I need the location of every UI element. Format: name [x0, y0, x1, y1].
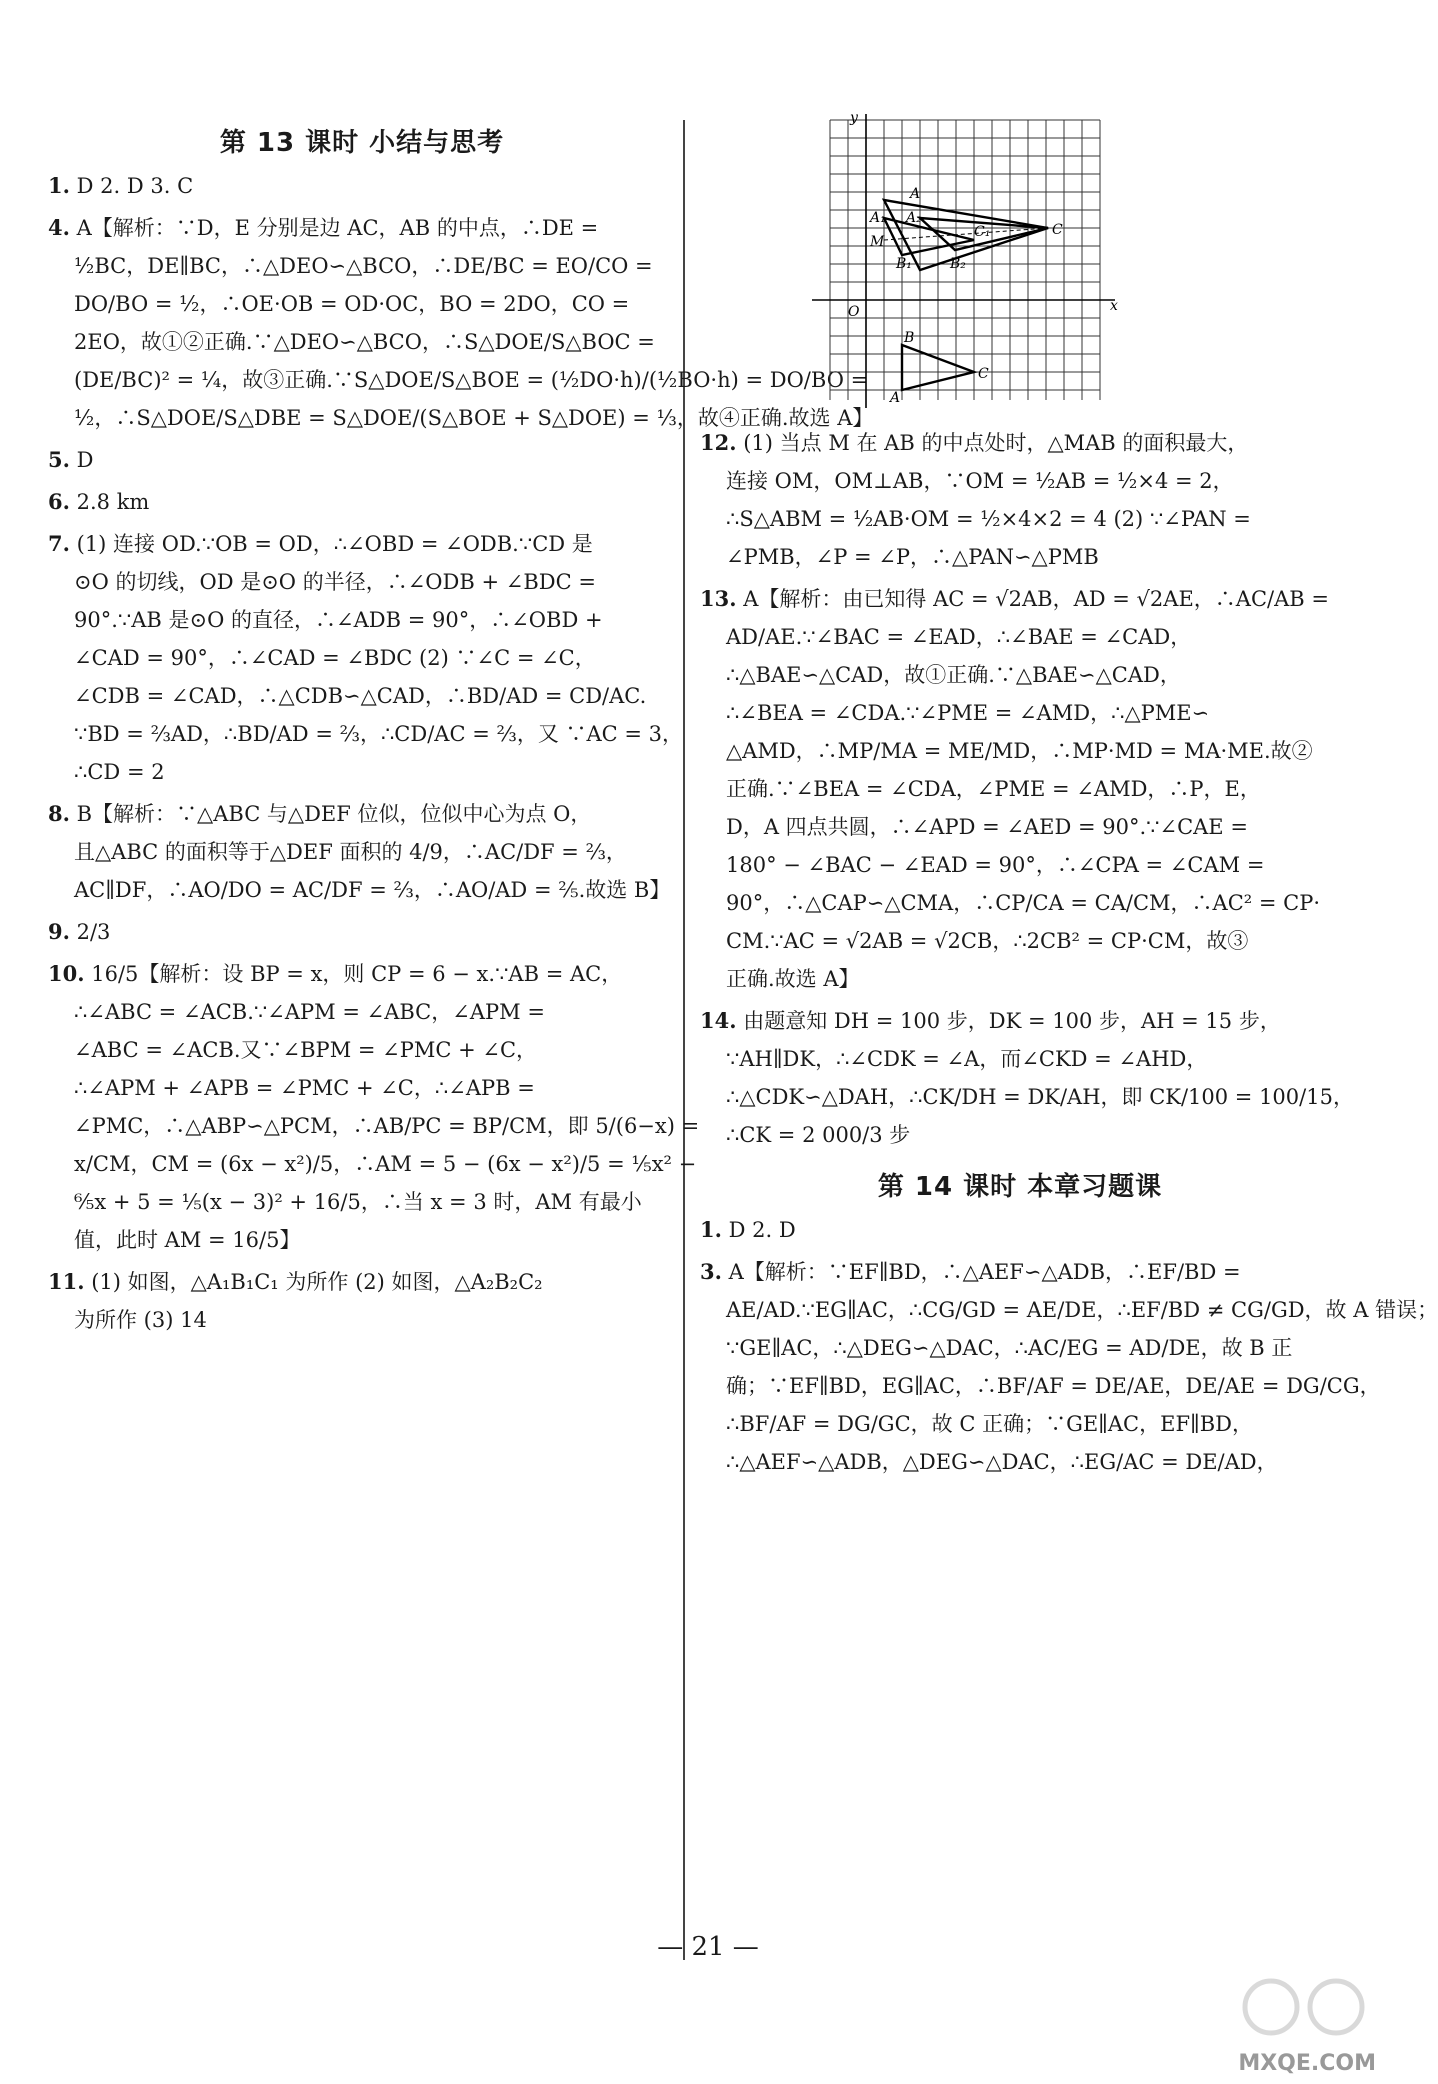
answer-text: D — [76, 448, 94, 472]
answer-line — [48, 1301, 676, 1339]
answer-line — [700, 808, 1340, 846]
answer-line — [48, 753, 676, 791]
answer-text: 正确.∵∠BEA = ∠CDA，∠PME = ∠AMD，∴P，E， — [726, 777, 1261, 801]
grid-svg — [810, 110, 1130, 410]
answer-text: ∴BF/AF = DG/GC，故 C 正确；∵GE∥AC，EF∥BD， — [726, 1412, 1253, 1436]
answer-item — [48, 209, 874, 437]
answer-line — [700, 656, 1340, 694]
answer-line — [700, 1253, 1340, 1291]
answer-line — [48, 323, 676, 361]
answer-number: 14. — [700, 1008, 737, 1033]
answer-line — [48, 167, 676, 205]
answer-text: ½BC，DE∥BC，∴△DEO∽△BCO，∴DE/BC = EO/CO = — [74, 254, 653, 278]
answer-item — [48, 1263, 676, 1339]
answer-text: AE/AD.∵EG∥AC，∴CG/GD = AE/DE，∴EF/BD ≠ CG/GD，故 A 错误； — [726, 1298, 1438, 1322]
right-answer-list-2 — [700, 1211, 1438, 1481]
answer-line — [48, 441, 676, 479]
answer-number: 4. — [48, 215, 70, 240]
right-column — [700, 110, 1438, 1485]
watermark-logo-icon — [1236, 1962, 1376, 2062]
answer-text: A【解析：由已知得 AC = √2AB，AD = √2AE，∴AC/AB = — [743, 587, 1329, 611]
answer-text: ∵GE∥AC，∴△DEG∽△DAC，∴AC/EG = AD/DE，故 B 正 — [726, 1336, 1293, 1360]
answer-line — [48, 1069, 676, 1107]
origin-label: O — [848, 304, 860, 320]
answer-line — [48, 1263, 676, 1301]
answer-text: AC∥DF，∴AO/DO = AC/DF = ⅔，∴AO/AD = ⅖.故选 B】 — [74, 878, 671, 902]
answer-text: (1) 当点 M 在 AB 的中点处时，△MAB 的面积最大， — [743, 431, 1249, 455]
answer-line — [700, 960, 1340, 998]
answer-item — [700, 1253, 1438, 1481]
answer-item — [48, 525, 684, 791]
answer-line — [48, 1031, 676, 1069]
answer-line — [700, 1002, 1340, 1040]
page-number: — 21 — — [657, 1932, 759, 1962]
answer-text: x/CM，CM = (6x − x²)/5，∴AM = 5 − (6x − x²)/5 = ⅕x² − — [74, 1152, 697, 1176]
answer-text: (1) 如图，△A₁B₁C₁ 为所作 (2) 如图，△A₂B₂C₂ — [91, 1270, 543, 1294]
answer-text: CM.∵AC = √2AB = √2CB，∴2CB² = CP·CM，故③ — [726, 929, 1249, 953]
answer-number: 11. — [48, 1269, 85, 1294]
answer-line — [48, 871, 676, 909]
answer-text: ½，∴S△DOE/S△DBE = S△DOE/(S△BOE + S△DOE) = ⅓，故④正确.故选 A】 — [74, 406, 874, 430]
answer-text: 2.8 km — [76, 490, 150, 514]
answer-line — [700, 694, 1340, 732]
answer-item — [48, 913, 676, 951]
lower-label-b: B — [904, 330, 915, 346]
point-label-m: M — [870, 234, 885, 250]
answer-line — [48, 247, 676, 285]
answer-line — [700, 922, 1340, 960]
answer-text: ∵AH∥DK，∴∠CDK = ∠A，而∠CKD = ∠AHD， — [726, 1047, 1208, 1071]
answer-text: ∠ABC = ∠ACB.又∵∠BPM = ∠PMC + ∠C， — [74, 1038, 538, 1062]
answer-text: A【解析：∵D，E 分别是边 AC，AB 的中点，∴DE = — [76, 216, 599, 240]
answer-line — [48, 993, 676, 1031]
answer-text: ∴∠APM + ∠APB = ∠PMC + ∠C，∴∠APB = — [74, 1076, 535, 1100]
answer-line — [48, 833, 676, 871]
point-label-c1: C₁ — [974, 224, 991, 240]
answer-text: 正确.故选 A】 — [726, 967, 860, 991]
answer-text: △AMD，∴MP/MA = ME/MD，∴MP·MD = MA·ME.故② — [726, 739, 1313, 763]
answer-text: 连接 OM，OM⊥AB，∵OM = ½AB = ½×4 = 2， — [726, 469, 1234, 493]
answer-line — [700, 1405, 1340, 1443]
answer-text: ∴CK = 2 000/3 步 — [726, 1123, 911, 1147]
answer-line — [48, 955, 676, 993]
answer-text: ∠PMC，∴△ABP∽△PCM，∴AB/PC = BP/CM，即 5/(6−x) = — [74, 1114, 700, 1138]
answer-text: ∴△AEF∽△ADB，△DEG∽△DAC，∴EG/AC = DE/AD， — [726, 1450, 1278, 1474]
section-heading-13: 第 13 课时 小结与思考 — [219, 128, 505, 158]
answer-line — [48, 399, 874, 437]
answer-text: (1) 连接 OD.∵OB = OD，∴∠OBD = ∠ODB.∵CD 是 — [76, 532, 593, 556]
answer-line — [48, 1183, 676, 1221]
answer-text: B【解析：∵△ABC 与△DEF 位似，位似中心为点 O， — [76, 802, 592, 826]
answer-text: ∠CDB = ∠CAD，∴△CDB∽△CAD，∴BD/AD = CD/AC. — [74, 684, 647, 708]
answer-text: 90°.∵AB 是⊙O 的直径，∴∠ADB = 90°，∴∠OBD + — [74, 608, 603, 632]
x-axis-label: x — [1110, 298, 1118, 314]
answer-item — [48, 483, 676, 521]
answer-text: ⊙O 的切线，OD 是⊙O 的半径，∴∠ODB + ∠BDC = — [74, 570, 596, 594]
answer-number: 13. — [700, 586, 737, 611]
answer-number: 1. — [700, 1217, 722, 1242]
answer-line — [48, 361, 869, 399]
answer-item — [700, 424, 1340, 576]
answer-text: 90°，∴△CAP∽△CMA，∴CP/CA = CA/CM，∴AC² = CP· — [726, 891, 1321, 915]
right-answer-list — [700, 424, 1354, 1154]
answer-line — [700, 1443, 1340, 1481]
answer-item — [700, 580, 1340, 998]
answer-item — [48, 795, 676, 909]
answer-number: 12. — [700, 430, 737, 455]
point-label-b2: B₂ — [950, 256, 966, 272]
answer-line — [48, 639, 676, 677]
answer-number: 7. — [48, 531, 70, 556]
answer-text: 2/3 — [76, 920, 111, 944]
answer-text: (DE/BC)² = ¼，故③正确.∵S△DOE/S△BOE = (½DO·h)/(½BO·h) = DO/BO = — [74, 368, 869, 392]
answer-line — [700, 1291, 1438, 1329]
answer-text: 确；∵EF∥BD，EG∥AC，∴BF/AF = DE/AE，DE/AE = DG/CG， — [726, 1374, 1381, 1398]
answer-line — [48, 677, 676, 715]
answer-text: 180° − ∠BAC − ∠EAD = 90°，∴∠CPA = ∠CAM = — [726, 853, 1265, 877]
answer-line — [700, 1329, 1340, 1367]
answer-line — [700, 1116, 1340, 1154]
answer-number: 3. — [700, 1259, 722, 1284]
answer-text: 值，此时 AM = 16/5】 — [74, 1228, 301, 1252]
answer-line — [48, 1145, 697, 1183]
answer-line — [48, 913, 676, 951]
answer-text: ∴CD = 2 — [74, 760, 165, 784]
answer-line — [48, 525, 676, 563]
answer-line — [700, 462, 1340, 500]
answer-line — [48, 795, 676, 833]
answer-text: ∵BD = ⅔AD，∴BD/AD = ⅔，∴CD/AC = ⅔，又 ∵AC = 3， — [74, 722, 684, 746]
answer-text: 为所作 (3) 14 — [74, 1308, 207, 1332]
answer-number: 10. — [48, 961, 85, 986]
answer-line — [48, 563, 676, 601]
answer-item — [700, 1211, 1340, 1249]
answer-text: ∴S△ABM = ½AB·OM = ½×4×2 = 4 (2) ∵∠PAN = — [726, 507, 1251, 531]
answer-text: D 2. D 3. C — [76, 174, 194, 198]
answer-line — [700, 500, 1340, 538]
answer-text: 16/5【解析：设 BP = x，则 CP = 6 − x.∵AB = AC， — [91, 962, 623, 986]
answer-line — [700, 1367, 1381, 1405]
answer-number: 5. — [48, 447, 70, 472]
answer-line — [700, 846, 1340, 884]
answer-line — [700, 732, 1340, 770]
answer-line — [48, 1107, 700, 1145]
answer-line — [700, 618, 1340, 656]
answer-number: 6. — [48, 489, 70, 514]
answer-item — [48, 167, 676, 205]
answer-line — [700, 1040, 1340, 1078]
answer-line — [700, 770, 1340, 808]
answer-text: ∠PMB，∠P = ∠P，∴△PAN∽△PMB — [726, 545, 1099, 569]
answer-text: AD/AE.∵∠BAC = ∠EAD，∴∠BAE = ∠CAD， — [726, 625, 1192, 649]
answer-line — [48, 601, 676, 639]
coordinate-grid-figure — [810, 110, 1340, 414]
answer-line — [700, 580, 1340, 618]
answer-line — [48, 209, 676, 247]
answer-line — [700, 1078, 1354, 1116]
y-axis-label: y — [850, 110, 858, 126]
answer-line — [48, 285, 676, 323]
point-label-c: C — [1052, 222, 1063, 238]
answer-line — [700, 424, 1340, 462]
answer-text: ∴∠BEA = ∠CDA.∵∠PME = ∠AMD，∴△PME∽ — [726, 701, 1210, 725]
answer-line — [700, 538, 1340, 576]
answer-text: ∴△BAE∽△CAD，故①正确.∵△BAE∽△CAD， — [726, 663, 1181, 687]
point-label-a1: A₁ — [870, 210, 886, 226]
answer-text: 2EO，故①②正确.∵△DEO∽△BCO，∴S△DOE/S△BOC = — [74, 330, 655, 354]
answer-text: ∴∠ABC = ∠ACB.∵∠APM = ∠ABC，∠APM = — [74, 1000, 545, 1024]
answer-item — [48, 441, 676, 479]
answer-item — [48, 955, 700, 1259]
answer-number: 8. — [48, 801, 70, 826]
watermark-text: MXQE.COM — [1238, 2051, 1376, 2076]
point-label-a2: A₂ — [906, 210, 922, 226]
answer-text: 且△ABC 的面积等于△DEF 面积的 4/9，∴AC/DF = ⅔， — [74, 840, 627, 864]
answer-line — [700, 1211, 1340, 1249]
answer-text: ∴△CDK∽△DAH，∴CK/DH = DK/AH，即 CK/100 = 100/15， — [726, 1085, 1354, 1109]
answer-line — [48, 483, 676, 521]
answer-text: A【解析：∵EF∥BD，∴△AEF∽△ADB，∴EF/BD = — [728, 1260, 1241, 1284]
answer-line — [48, 715, 684, 753]
point-label-a: A — [910, 186, 921, 202]
lower-label-c: C — [978, 366, 989, 382]
lower-label-a: A — [890, 390, 901, 406]
answer-line — [48, 1221, 676, 1259]
answer-text: 由题意知 DH = 100 步，DK = 100 步，AH = 15 步， — [743, 1009, 1281, 1033]
answer-item — [700, 1002, 1354, 1154]
answer-text: ∠CAD = 90°，∴∠CAD = ∠BDC (2) ∵∠C = ∠C， — [74, 646, 596, 670]
answer-text: DO/BO = ½，∴OE·OB = OD·OC，BO = 2DO，CO = — [74, 292, 630, 316]
section-heading-14: 第 14 课时 本章习题课 — [877, 1172, 1163, 1202]
answer-text: ⁶⁄₅x + 5 = ⅕(x − 3)² + 16/5，∴当 x = 3 时，AM 有最小 — [74, 1190, 642, 1214]
answer-number: 9. — [48, 919, 70, 944]
answer-line — [700, 884, 1340, 922]
answer-text: D，A 四点共圆，∴∠APD = ∠AED = 90°.∵∠CAE = — [726, 815, 1248, 839]
answer-text: D 2. D — [728, 1218, 796, 1242]
answer-number: 1. — [48, 173, 70, 198]
point-label-b1: B₁ — [896, 256, 912, 272]
